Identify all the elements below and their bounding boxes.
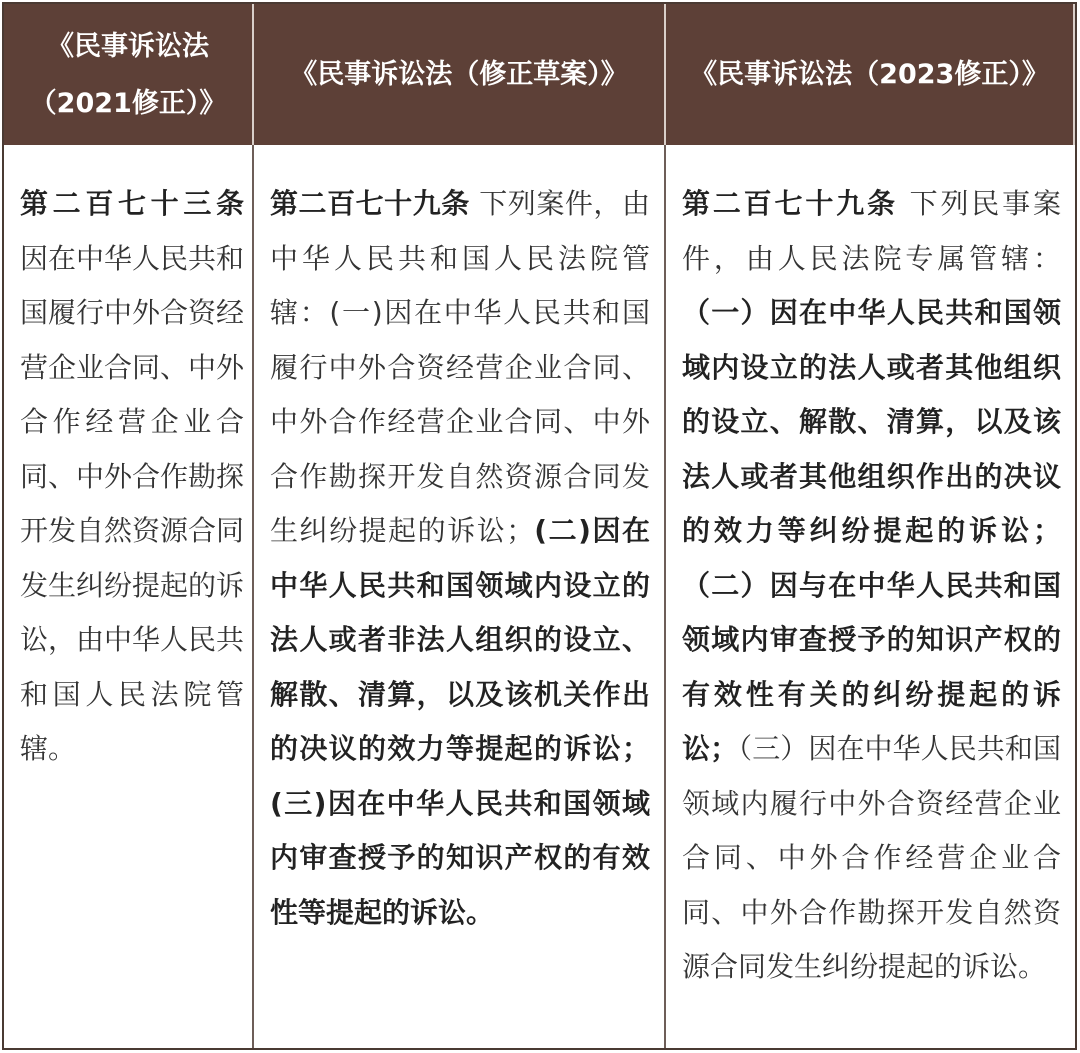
header-col-draft xyxy=(254,4,666,145)
article-number-2023: 第二百七十九条 xyxy=(682,187,898,220)
article-text-2023-intro: 下列民事案件，由人民法院专属管辖： xyxy=(682,187,1061,275)
header-label-2023: 《民事诉讼法（2023修正）》 xyxy=(690,59,1049,90)
article-number-2021: 第二百七十三条 xyxy=(20,187,244,220)
header-col-2023 xyxy=(666,4,1075,145)
header-label-2021: 《民事诉讼法（2021修正）》 xyxy=(29,30,227,119)
cell-2023 xyxy=(666,145,1075,1048)
article-text-2023-tail: （三）因在中华人民共和国领域内履行中外合资经营企业合同、中外合作经营企业合同、中外合作勘探开发自然资源合同发生纠纷提起的诉讼。 xyxy=(682,732,1061,983)
article-text-2021: 因在中华人民共和国履行中外合资经营企业合同、中外合作经营企业合同、中外合作勘探开发自然资源合同发生纠纷提起的诉讼，由中华人民共和国人民法院管辖。 xyxy=(20,241,245,765)
article-text-2023-bold: （一）因在中华人民共和国领域内设立的法人或者其他组织的设立、解散、清算，以及该法人或者其他组织作出的决议的效力等纠纷提起的诉讼；（二）因与在中华人民共和国领域内审查授予的知识产权的有效性有关的纠纷提起的诉讼； xyxy=(682,296,1061,765)
article-text-draft-bold: (二)因在中华人民共和国领域内设立的法人或者非法人组织的设立、解散、清算，以及该机关作出的决议的效力等提起的诉讼；(三)因在中华人民共和国领域内审查授予的知识产权的有效性等提起的诉讼。 xyxy=(270,514,650,929)
header-label-draft: 《民事诉讼法（修正草案）》 xyxy=(290,59,628,90)
cell-draft xyxy=(254,145,666,1048)
comparison-table xyxy=(2,2,1077,1050)
cell-2021 xyxy=(4,145,254,1048)
article-text-draft-normal: 下列案件，由中华人民共和国人民法院管辖：(一)因在中华人民共和国履行中外合资经营企业合同、中外合作经营企业合同、中外合作勘探开发自然资源合同发生纠纷提起的诉讼； xyxy=(270,187,650,547)
header-col-2021 xyxy=(4,4,254,145)
article-number-draft: 第二百七十九条 xyxy=(270,187,470,220)
